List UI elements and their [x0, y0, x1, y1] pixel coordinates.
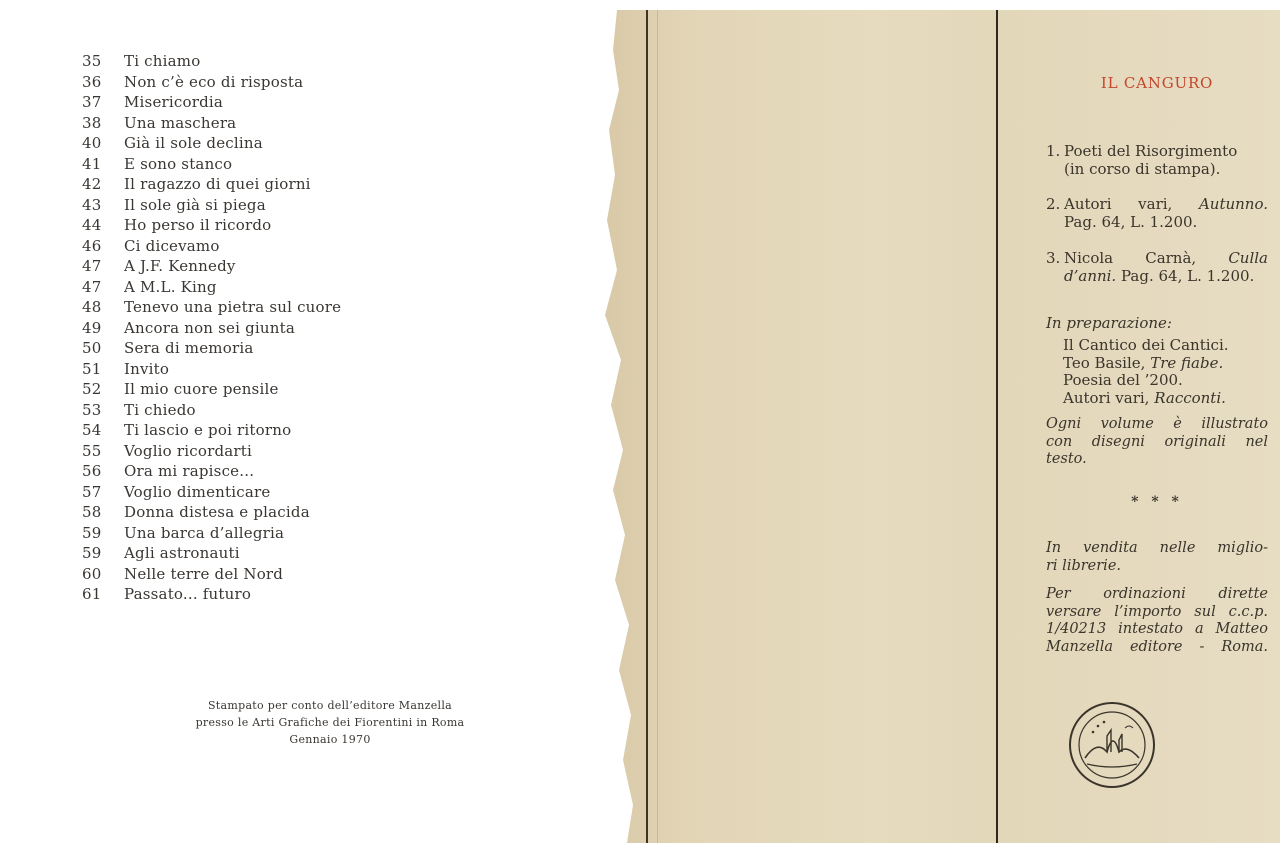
toc-row — [82, 256, 341, 277]
torn-paper-edge — [603, 10, 643, 843]
toc-page-number: 49 — [82, 318, 102, 337]
toc-poem-title: Nelle terre del Nord — [124, 564, 284, 583]
prep-title: Tre fiabe. — [1150, 353, 1224, 372]
prep-author: Autori vari, — [1063, 388, 1150, 407]
prep-title: Racconti. — [1154, 388, 1226, 407]
toc-poem-title: Sera di memoria — [124, 339, 254, 358]
toc-page-number: 54 — [82, 421, 102, 440]
entry-title: Culla — [1228, 249, 1268, 267]
toc-page-number: 57 — [82, 482, 102, 501]
toc-poem-title: Agli astronauti — [124, 544, 240, 563]
toc-poem-title: E sono stanco — [124, 154, 233, 173]
entry-line — [1064, 195, 1268, 213]
toc-row — [82, 523, 341, 544]
colophon-line: presso le Arti Grafiche dei Fiorentini in Roma — [195, 716, 465, 729]
publisher-seal-icon — [1067, 700, 1157, 790]
entry-author: Nicola Carnà, — [1064, 249, 1197, 267]
entry-title: Autunno. — [1198, 195, 1268, 213]
colophon-line: Stampato per conto dell’editore Manzella — [207, 699, 453, 712]
toc-poem-title: Il sole già si piega — [124, 195, 266, 214]
note-line: Ogni volume è illustrato — [1046, 416, 1268, 432]
entry-status: (in corso di stampa). — [1064, 160, 1221, 178]
toc-page-number: 61 — [82, 585, 102, 604]
toc-row — [82, 174, 341, 195]
toc-row — [82, 400, 341, 421]
toc-row — [82, 584, 341, 605]
catalog-entry-1 — [1046, 142, 1268, 178]
toc-page-number: 44 — [82, 216, 102, 235]
entry-number: 2. — [1046, 195, 1061, 213]
toc-page-number: 51 — [82, 359, 102, 378]
toc-poem-title: A J.F. Kennedy — [124, 257, 236, 276]
toc-page-number: 47 — [82, 277, 102, 296]
toc-poem-title: Misericordia — [124, 93, 224, 112]
toc-row — [82, 359, 341, 380]
toc-row — [82, 236, 341, 257]
note-line: testo. — [1046, 451, 1087, 467]
toc-row — [82, 420, 341, 441]
colophon — [170, 697, 490, 748]
toc-page-number: 36 — [82, 72, 102, 91]
table-of-contents — [82, 51, 341, 605]
entry-title: Poeti del Risorgimento — [1064, 142, 1238, 160]
toc-row — [82, 482, 341, 503]
illustrated-note — [1046, 416, 1268, 469]
toc-poem-title: Non c’è eco di risposta — [124, 72, 304, 91]
toc-poem-title: Voglio dimenticare — [124, 482, 271, 501]
catalog-entry-2 — [1046, 195, 1268, 231]
toc-page-number: 43 — [82, 195, 102, 214]
toc-page-number: 38 — [82, 113, 102, 132]
toc-row — [82, 154, 341, 175]
toc-row — [82, 379, 341, 400]
toc-page-number: 47 — [82, 257, 102, 276]
inner-margin-line — [657, 10, 658, 843]
left-page — [0, 0, 615, 853]
toc-poem-title: Ci dicevamo — [124, 236, 220, 255]
toc-row — [82, 441, 341, 462]
toc-page-number: 52 — [82, 380, 102, 399]
toc-poem-title: Ho perso il ricordo — [124, 216, 272, 235]
entry-price-line — [1046, 267, 1268, 285]
toc-page-number: 59 — [82, 523, 102, 542]
toc-row — [82, 113, 341, 134]
toc-page-number: 58 — [82, 503, 102, 522]
toc-row — [82, 72, 341, 93]
toc-poem-title: Invito — [124, 359, 170, 378]
toc-page-number: 40 — [82, 134, 102, 153]
colophon-date: Gennaio 1970 — [289, 733, 371, 746]
spine-fold-left — [646, 10, 648, 843]
entry-price: Pag. 64, L. 1.200. — [1120, 267, 1255, 285]
in-preparation-list — [1063, 337, 1268, 407]
entry-number: 3. — [1046, 249, 1061, 267]
toc-page-number: 35 — [82, 52, 102, 71]
toc-poem-title: Donna distesa e placida — [124, 503, 310, 522]
toc-poem-title: Voglio ricordarti — [124, 441, 252, 460]
note-line: 1/40213 intestato a Matteo — [1046, 621, 1268, 637]
prep-item — [1063, 355, 1268, 373]
note-line: Per ordinazioni dirette — [1046, 586, 1268, 602]
in-preparation-heading: In preparazione: — [1046, 314, 1172, 332]
toc-poem-title: Il ragazzo di quei giorni — [124, 175, 311, 194]
entry-number: 1. — [1046, 142, 1061, 160]
toc-page-number: 53 — [82, 400, 102, 419]
toc-page-number: 50 — [82, 339, 102, 358]
prep-item: Poesia del ’200. — [1063, 371, 1183, 389]
catalog-entry-3 — [1046, 249, 1268, 285]
toc-poem-title: Ti chiamo — [124, 52, 201, 71]
toc-poem-title: A M.L. King — [124, 277, 217, 296]
toc-poem-title: Ora mi rapisce... — [124, 462, 255, 481]
toc-row — [82, 502, 341, 523]
toc-poem-title: Una barca d’allegria — [124, 523, 285, 542]
toc-page-number: 41 — [82, 154, 102, 173]
section-divider-stars: * * * — [1131, 494, 1183, 510]
entry-title-cont: d’anni. — [1064, 267, 1117, 285]
toc-page-number: 60 — [82, 564, 102, 583]
toc-row — [82, 543, 341, 564]
prep-item — [1063, 390, 1268, 408]
prep-item: Il Cantico dei Cantici. — [1063, 336, 1229, 354]
entry-price: Pag. 64, L. 1.200. — [1064, 213, 1198, 231]
entry-line — [1064, 249, 1268, 267]
toc-poem-title: Una maschera — [124, 113, 237, 132]
toc-poem-title: Tenevo una pietra sul cuore — [124, 298, 342, 317]
toc-page-number: 48 — [82, 298, 102, 317]
toc-row — [82, 133, 341, 154]
toc-page-number: 42 — [82, 175, 102, 194]
toc-row — [82, 215, 341, 236]
toc-row — [82, 338, 341, 359]
orders-note — [1046, 586, 1268, 656]
back-cover — [603, 10, 1280, 843]
note-line: In vendita nelle miglio- — [1046, 540, 1268, 556]
sale-note — [1046, 540, 1268, 575]
toc-row — [82, 51, 341, 72]
toc-row — [82, 195, 341, 216]
note-line: Manzella editore - Roma. — [1046, 638, 1268, 655]
toc-page-number: 37 — [82, 93, 102, 112]
entry-author: Autori vari, — [1064, 195, 1173, 213]
toc-row — [82, 297, 341, 318]
toc-poem-title: Il mio cuore pensile — [124, 380, 279, 399]
toc-row — [82, 92, 341, 113]
toc-page-number: 46 — [82, 236, 102, 255]
note-line: con disegni originali nel — [1046, 433, 1268, 450]
toc-row — [82, 318, 341, 339]
toc-poem-title: Passato... futuro — [124, 585, 252, 604]
toc-poem-title: Già il sole declina — [124, 134, 263, 153]
toc-row — [82, 564, 341, 585]
toc-row — [82, 277, 341, 298]
series-title: IL CANGURO — [1100, 74, 1214, 92]
note-line: ri librerie. — [1046, 557, 1122, 574]
note-line: versare l’importo sul c.c.p. — [1046, 603, 1268, 620]
toc-page-number: 55 — [82, 441, 102, 460]
toc-row — [82, 461, 341, 482]
toc-page-number: 56 — [82, 462, 102, 481]
prep-author: Teo Basile, — [1063, 353, 1146, 372]
toc-poem-title: Ancora non sei giunta — [124, 318, 295, 337]
toc-page-number: 59 — [82, 544, 102, 563]
toc-poem-title: Ti chiedo — [124, 400, 196, 419]
toc-poem-title: Ti lascio e poi ritorno — [124, 421, 292, 440]
spine-fold-right — [996, 10, 998, 843]
